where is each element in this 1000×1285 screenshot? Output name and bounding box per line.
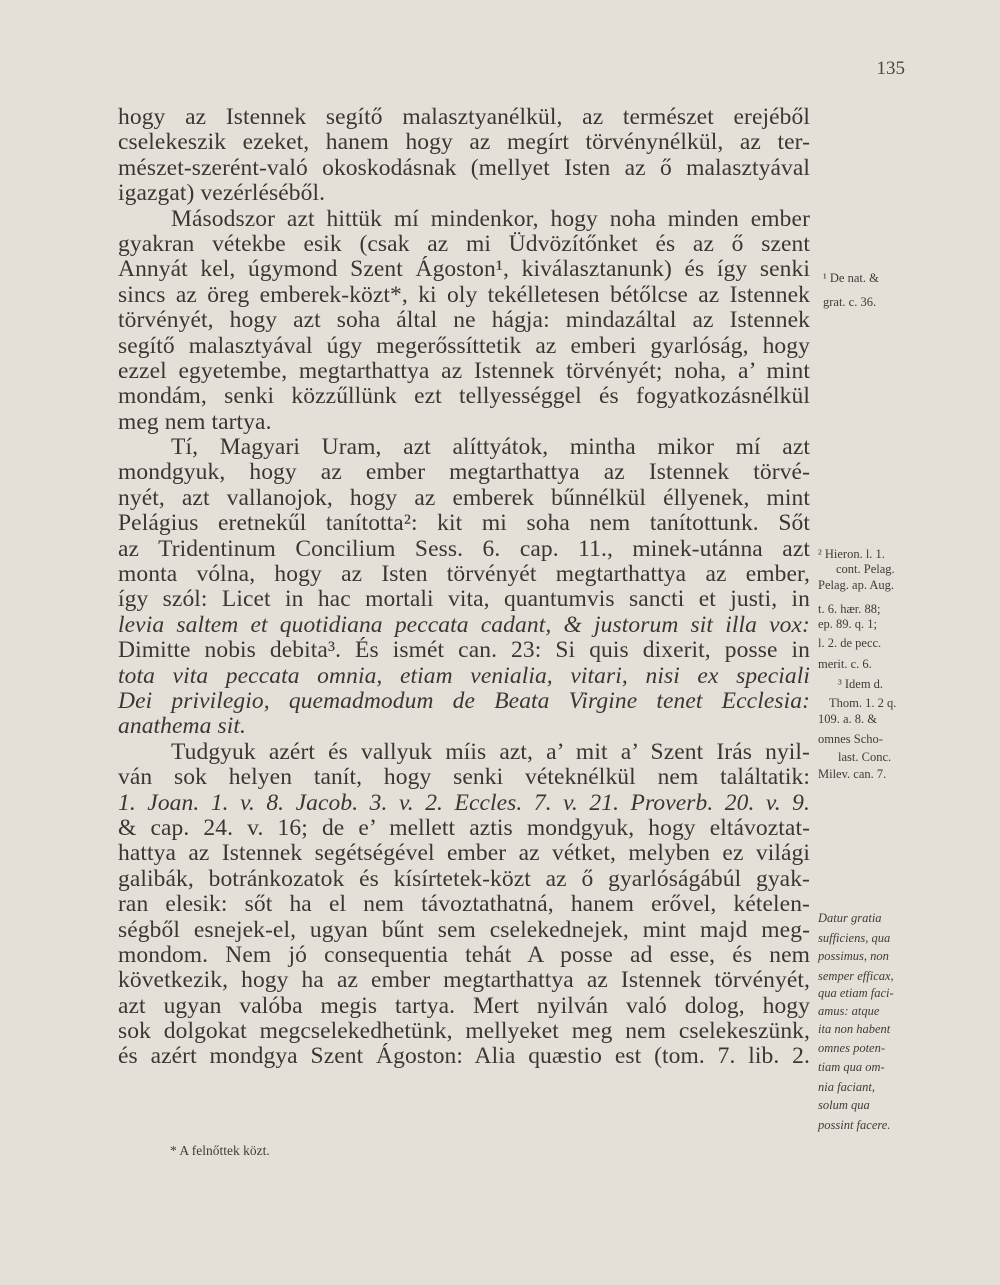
text-line: & cap. 24. v. 16; de e’ mellett aztis mondgyuk, hogy eltávoztat- — [118, 814, 810, 841]
text-line: és azért mondgya Szent Ágoston: Alia quæstio est (tom. 7. lib. 2. — [118, 1043, 810, 1070]
margin-note: omnes Scho- — [818, 732, 883, 746]
text-line: gyakran vétekbe esik (csak az mi Üdvözítőnket és az ő szent — [118, 230, 810, 257]
margin-note: ² Hieron. l. 1. — [818, 547, 885, 561]
margin-note: possint facere. — [818, 1118, 891, 1132]
text-line: Pelágius eretnekűl tanította²: kit mi soha nem tanítottunk. Sőt — [118, 510, 810, 537]
text-line: nyét, azt vallanojok, hogy az emberek bűnnélkül éllyenek, mint — [118, 484, 810, 511]
margin-note: qua etiam faci- — [818, 986, 894, 1000]
text-line: ván sok helyen tanít, hogy senki véteknélkül nem találtatik: — [118, 764, 810, 791]
text-line: tota vita peccata omnia, etiam venialia, vitari, nisi ex speciali — [118, 662, 810, 689]
margin-note: l. 2. de pecc. — [818, 636, 882, 650]
text-line: monta vólna, hogy az Isten törvényét megtarthattya az ember, — [118, 561, 810, 588]
text-line: hogy az Istennek segítő malasztyanélkül, az természet erejéből — [118, 104, 810, 130]
margin-note: 109. a. 8. & — [818, 712, 878, 726]
text-line: Annyát kel, úgymond Szent Ágoston¹, kiválasztanunk) és így senki — [118, 256, 810, 283]
text-line: mondgyuk, hogy az ember megtarthattya az Istennek törvé- — [118, 459, 810, 486]
text-line: sincs az öreg emberek-közt*, ki oly tekélletesen bétőlcse az Istennek — [118, 281, 810, 308]
margin-note: semper efficax, — [818, 969, 894, 983]
margin-note: solum qua — [818, 1098, 870, 1112]
text-line: Dei privilegio, quemadmodum de Beata Virgine tenet Ecclesia: — [118, 687, 810, 714]
margin-note: ¹ De nat. & — [823, 271, 879, 285]
text-line: igazgat) vezérléséből. — [118, 180, 326, 207]
margin-note: nia faciant, — [818, 1080, 875, 1094]
margin-note: Datur gratia — [818, 911, 882, 925]
text-line: az Tridentinum Concilium Sess. 6. cap. 11., minek-utánna azt — [118, 535, 810, 562]
text-line: hattya az Istennek segétségével ember az vétket, melyben ez világi — [118, 840, 810, 867]
text-line: cselekeszik ezeket, hanem hogy az megírt törvénynélkül, az ter- — [118, 129, 810, 156]
text-line: mondám, senki közzűllünk ezt tellyességgel és fogyatkozásnélkül — [118, 383, 810, 410]
text-line: Tudgyuk azért és vallyuk míis azt, a’ mit a’ Szent Irás nyil- — [171, 738, 810, 765]
margin-note: Pelag. ap. Aug. — [818, 578, 895, 592]
text-line: galibák, botránkozatok és kísírtetek-közt az ő gyarlóságábúl gyak- — [118, 865, 810, 892]
text-line: levia saltem et quotidiana peccata cadant, & justorum sit illa vox: — [118, 611, 810, 638]
margin-note: last. Conc. — [838, 750, 892, 764]
text-line: anathema sit. — [118, 713, 246, 740]
text-line: meg nem tartya. — [118, 408, 272, 435]
margin-note: Milev. can. 7. — [818, 767, 887, 781]
text-line: sok dolgokat megcselekedhetünk, mellyeket meg nem cselekeszünk, — [118, 1018, 810, 1045]
text-line: mészet-szerént-való okoskodásnak (mellyet Isten az ő malasztyával — [118, 154, 810, 181]
text-line: törvényét, hogy azt soha által ne hágja: mindazáltal az Istennek — [118, 307, 810, 334]
footnote: * A felnőttek közt. — [170, 1143, 270, 1158]
margin-note: t. 6. hær. 88; — [818, 602, 881, 616]
margin-note: possimus, non — [818, 949, 889, 963]
text-line: azt ugyan valóba megis tartya. Mert nyilván való dolog, hogy — [118, 992, 810, 1019]
text-line: 1. Joan. 1. v. 8. Jacob. 3. v. 2. Eccles. 7. v. 21. Proverb. 20. v. 9. — [118, 789, 810, 816]
text-line: ezzel egyetembe, megtarthattya az Istennek törvényét; noha, a’ mint — [118, 357, 810, 384]
text-line: Másodszor azt hittük mí mindenkor, hogy noha minden ember — [171, 205, 810, 232]
text-line: ségből esnejek-el, ugyan bűnt sem cselekednejek, mint majd meg- — [118, 916, 810, 943]
margin-note: sufficiens, qua — [818, 931, 891, 945]
margin-note: tiam qua om- — [818, 1060, 885, 1074]
margin-note: omnes poten- — [818, 1041, 885, 1055]
text-line: így szól: Licet in hac mortali vita, quantumvis sancti et justi, in — [118, 586, 810, 613]
text-line: Tí, Magyari Uram, azt alíttyátok, mintha mikor mí azt — [171, 434, 810, 461]
margin-note: Thom. 1. 2 q. — [829, 696, 897, 710]
margin-note: merit. c. 6. — [818, 657, 872, 671]
text-line: Dimitte nobis debita³. És ismét can. 23: Si quis dixerit, posse in — [118, 637, 810, 664]
main-text — [118, 105, 810, 1070]
text-line: ran elesik: sőt ha el nem távoztathatná, hanem erővel, kételen- — [118, 891, 810, 918]
text-line: segítő malasztyával úgy megerőssíttetik az emberi gyarlóság, hogy — [118, 332, 810, 359]
page-number: 135 — [876, 58, 905, 79]
text-line: mondom. Nem jó consequentia tehát A posse ad esse, és nem — [118, 941, 810, 968]
margin-note: ep. 89. q. 1; — [818, 617, 878, 631]
margin-note: cont. Pelag. — [836, 562, 895, 576]
margin-note: grat. c. 36. — [823, 295, 877, 309]
margin-note: ³ Idem d. — [838, 677, 884, 691]
text-line: következik, hogy ha az ember megtarthattya az Istennek törvényét, — [118, 967, 810, 994]
margin-note: ita non habent — [818, 1022, 891, 1036]
margin-note: amus: atque — [818, 1004, 880, 1018]
